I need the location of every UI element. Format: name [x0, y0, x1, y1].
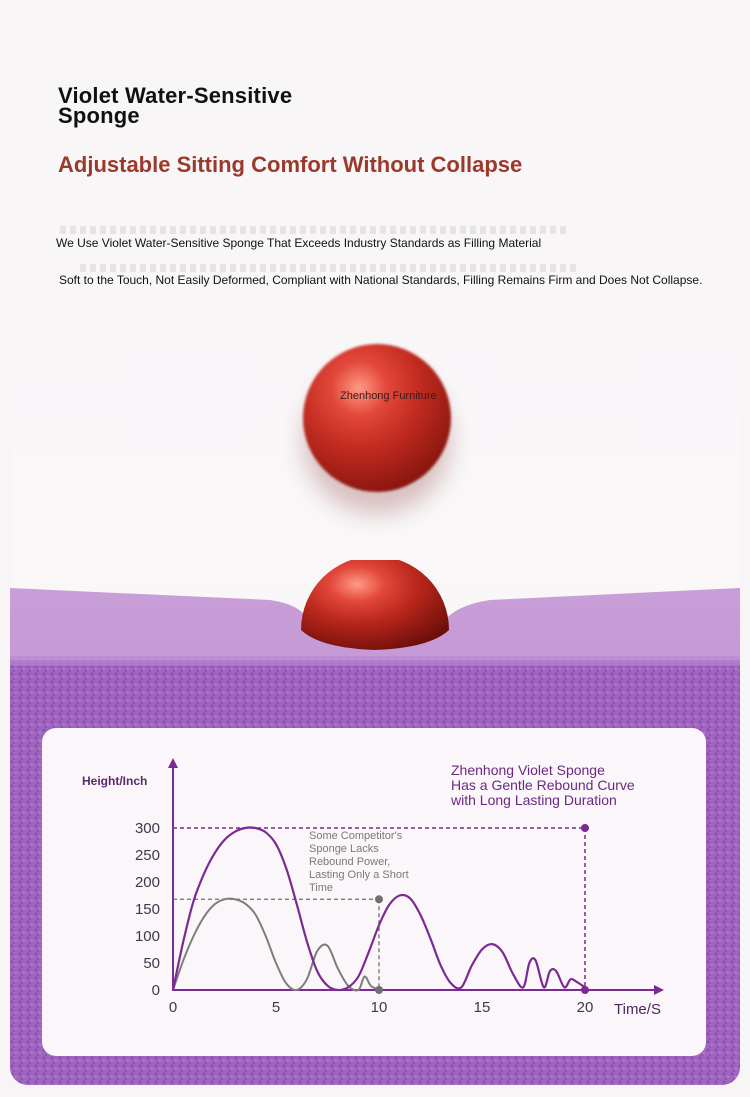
page-frame — [10, 0, 740, 1085]
violet-annotation-line-3: with Long Lasting Duration — [451, 792, 617, 808]
falling-ball-image — [303, 344, 451, 492]
y-tick-label: 0 — [151, 982, 160, 999]
x-tick-label: 0 — [168, 999, 178, 1016]
competitor-series-line — [173, 899, 379, 991]
competitor-annotation-line-5: Time — [309, 882, 334, 894]
y-tick-label: 250 — [134, 847, 160, 864]
watermark-text: Zhenhong Furniture — [340, 390, 437, 402]
competitor-max-marker — [375, 895, 383, 903]
page-title: Violet Water-Sensitive Sponge — [58, 83, 293, 128]
x-tick-label: 5 — [271, 999, 281, 1016]
competitor-annotation-line-1: Some Competitor's — [309, 830, 403, 842]
y-tick-label: 50 — [143, 955, 160, 972]
y-tick-label: 150 — [134, 901, 160, 918]
competitor-annotation-line-4: Lasting Only a Short — [309, 869, 409, 881]
y-tick-label: 300 — [134, 820, 160, 837]
x-axis-arrow — [654, 985, 664, 995]
x-tick-label: 20 — [576, 999, 594, 1016]
x-tick-label: 10 — [370, 999, 388, 1016]
violet-end-marker — [581, 986, 589, 994]
violet-annotation-line-2: Has a Gentle Rebound Curve — [451, 777, 635, 793]
competitor-annotation-line-2: Sponge Lacks — [309, 843, 379, 855]
description-line-2: Soft to the Touch, Not Easily Deformed, Compliant with National Standards, Filling Remains Firm and Does Not Collapse. — [59, 273, 703, 287]
ghost-text-line — [80, 264, 580, 272]
competitor-annotation-line-3: Rebound Power, — [309, 856, 391, 868]
y-axis-label: Height/Inch — [82, 774, 148, 788]
violet-max-marker — [581, 824, 589, 832]
x-axis-label: Time/S — [614, 1001, 661, 1018]
violet-annotation-line-1: Zhenhong Violet Sponge — [451, 762, 605, 778]
rebound-chart — [42, 728, 706, 1056]
y-tick-label: 100 — [134, 928, 160, 945]
description-line-1: We Use Violet Water-Sensitive Sponge That Exceeds Industry Standards as Filling Material — [56, 236, 542, 250]
chart-card — [42, 728, 706, 1056]
y-axis-arrow — [168, 758, 178, 768]
page-subtitle: Adjustable Sitting Comfort Without Collapse — [58, 152, 523, 177]
ghost-text-line — [60, 226, 570, 234]
y-tick-label: 200 — [134, 874, 160, 891]
competitor-annotation — [309, 830, 412, 894]
violet-annotation — [450, 762, 639, 808]
competitor-end-marker — [375, 986, 383, 994]
x-tick-label: 15 — [473, 999, 491, 1016]
